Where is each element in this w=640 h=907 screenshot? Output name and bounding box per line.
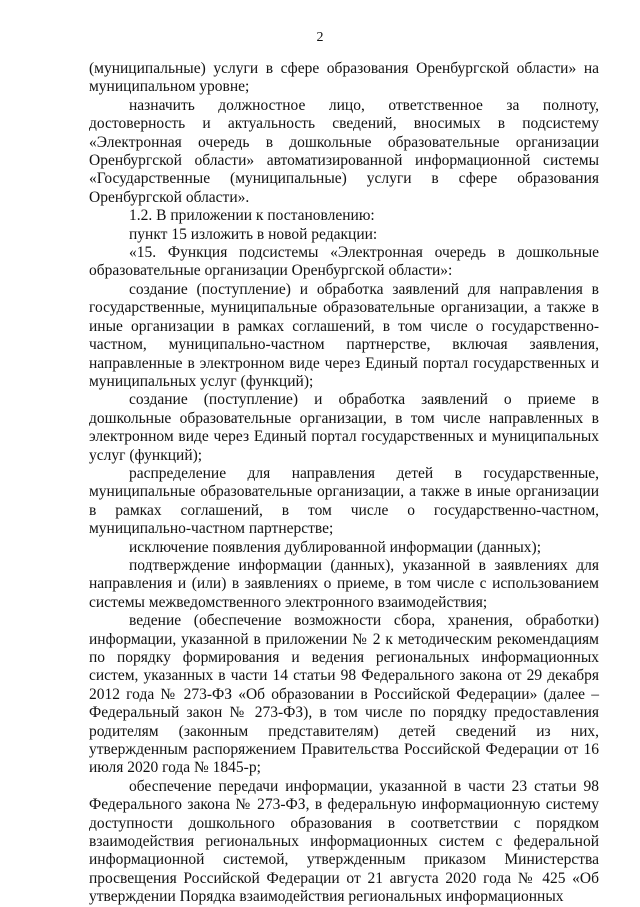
paragraph: распределение для направления детей в государственные, муниципальные образовательные организации, а также в иные организации в рамках соглашений, в том числе о государственно-частном, муниципально-частном партнерстве;: [89, 464, 599, 538]
paragraph: (муниципальные) услуги в сфере образования Оренбургской области» на муниципальном уровне;: [89, 60, 599, 96]
paragraph: назначить должностное лицо, ответственное за полноту, достоверность и актуальность сведений, вносимых в подсистему «Электронная очередь в дошкольные образовательные организации Оренбургской области» автоматизированной информационной системы «Государственные (муниципальные) услуги в сфере образования Оренбургской области».: [89, 96, 599, 206]
paragraph: создание (поступление) и обработка заявлений о приеме в дошкольные образовательные организации, в том числе направленных в электронном виде через Единый портал государственных и муниципальных услуг (функций);: [89, 391, 599, 464]
paragraph: исключение появления дублированной информации (данных);: [129, 538, 542, 556]
paragraph: обеспечение передачи информации, указанной в части 23 статьи 98 Федерального закона № 273-ФЗ, в федеральную информационную систему доступности дошкольного образования в соответствии с порядком взаимодействия региональных информационных систем с федеральной информационной системой, утвержденным приказом Министерства просвещения Российской Федерации от 21 августа 2020 года № 425 «Об утверждении Порядка взаимодействия региональных информационных: [89, 777, 599, 906]
paragraph: пункт 15 изложить в новой редакции:: [129, 225, 378, 243]
document-body: [89, 60, 599, 907]
page-number: 2: [316, 30, 324, 45]
paragraph: 1.2. В приложении к постановлению:: [129, 207, 375, 225]
paragraph: «15. Функция подсистемы «Электронная очередь в дошкольные образовательные организации Оренбургской области»:: [89, 244, 599, 280]
paragraph: подтверждение информации (данных), указанной в заявлениях для направления и (или) в заявлениях о приеме, в том числе с использованием системы межведомственного электронного взаимодействия;: [89, 556, 599, 611]
paragraph: ведение (обеспечение возможности сбора, хранения, обработки) информации, указанной в приложении № 2 к методическим рекомендациям по порядку формирования и ведения региональных информационных систем, указанных в части 14 статьи 98 Федерального закона от 29 декабря 2012 года № 273-ФЗ «Об образовании в Российской Федерации» (далее – Федеральный закон № 273-ФЗ), в том числе по порядку предоставления родителям (законным представителям) детей сведений из них, утвержденным распоряжением Правительства Российской Федерации от 16 июля 2020 года № 1845-р;: [89, 612, 599, 777]
paragraph: создание (поступление) и обработка заявлений для направления в государственные, муниципальные образовательные организации, а также в иные организации в рамках соглашений, в том числе о государственно-частном, муниципально-частном партнерстве, включая заявления, направленные в электронном виде через Единый портал государственных и муниципальных услуг (функций);: [89, 280, 599, 390]
